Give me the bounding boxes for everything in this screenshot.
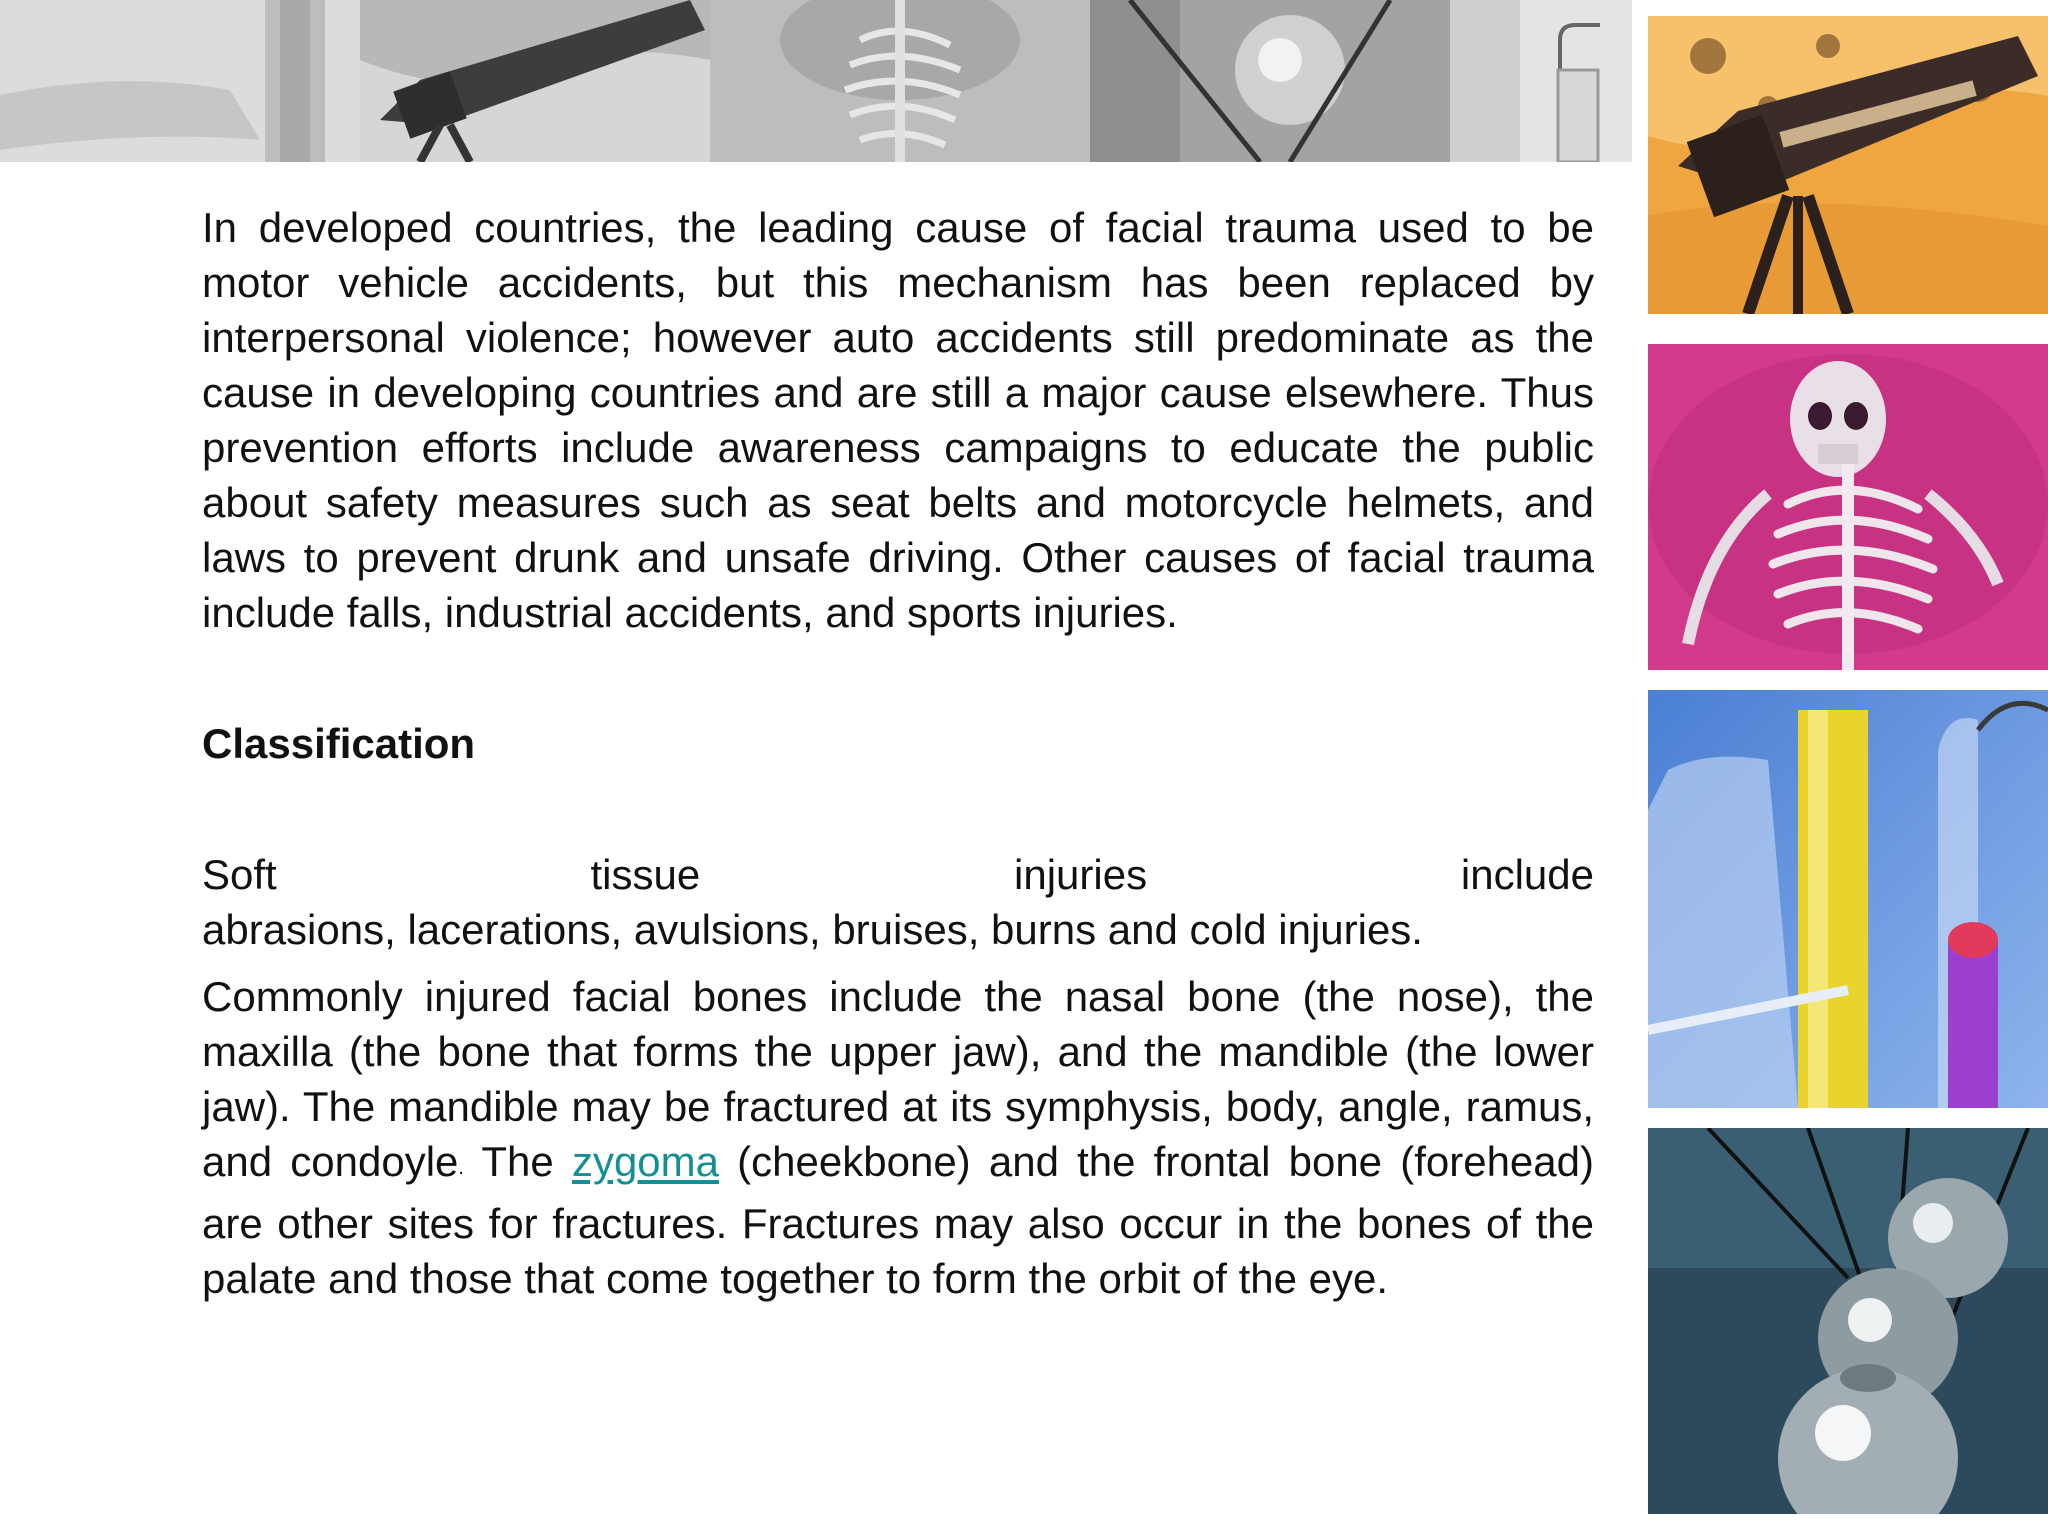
- facial-bones-text-1: Commonly injured facial bones include the nasal bone (the nose), the maxilla (the bone that forms the upper jaw), and the mandible (the lower jaw). The mandible may be fractured at its symphysis, body, angle, ramus, and condoyle: [202, 973, 1594, 1185]
- facial-bones-text-3: (cheekbone) and the frontal bone (forehead) are other sites for fractures. Fractures may also occur in the bones of the palate and those that come together to form the orbit of the eye.: [202, 1138, 1594, 1302]
- sidebar-test-tubes-photo: [1648, 690, 2048, 1108]
- sidebar-telescope-photo: [1648, 16, 2048, 314]
- soft-tissue-spread-line: [202, 847, 1594, 902]
- document-body: [202, 200, 1594, 1306]
- section-heading-classification: Classification: [202, 720, 476, 767]
- word: tissue: [590, 851, 701, 898]
- banner-skeleton-image: [710, 0, 1090, 162]
- facial-bones-text-2: The: [463, 1138, 572, 1185]
- banner-flask-image: [1450, 0, 1632, 162]
- paragraph-causes: In developed countries, the leading cause of facial trauma used to be motor vehicle accidents, but this mechanism has been replaced by interpersonal violence; however auto accidents still predominate as the cause in developing countries and are still a major cause elsewhere. Thus prevention efforts include awareness campaigns to educate the public about safety measures such as seat belts and motorcycle helmets, and laws to prevent drunk and unsafe driving. Other causes of facial trauma include falls, industrial accidents, and sports injuries.: [202, 204, 1594, 636]
- paragraph-facial-bones: [202, 969, 1594, 1306]
- sidebar-newtons-cradle-photo: [1648, 1128, 2048, 1514]
- word: Soft: [202, 851, 277, 898]
- banner-telescope-image: [360, 0, 710, 162]
- word: include: [1460, 851, 1594, 898]
- soft-tissue-line-2: abrasions, lacerations, avulsions, bruises, burns and cold injuries.: [202, 906, 1423, 953]
- paragraph-soft-tissue: [202, 847, 1594, 957]
- zygoma-link[interactable]: zygoma: [571, 1138, 719, 1185]
- banner-test-tube-image: [0, 0, 360, 162]
- stray-dot: .: [458, 1157, 464, 1179]
- header-banner: [0, 0, 1632, 162]
- banner-pendulum-image: [1090, 0, 1450, 162]
- sidebar-skeleton-photo: [1648, 344, 2048, 670]
- word: injuries: [1014, 851, 1148, 898]
